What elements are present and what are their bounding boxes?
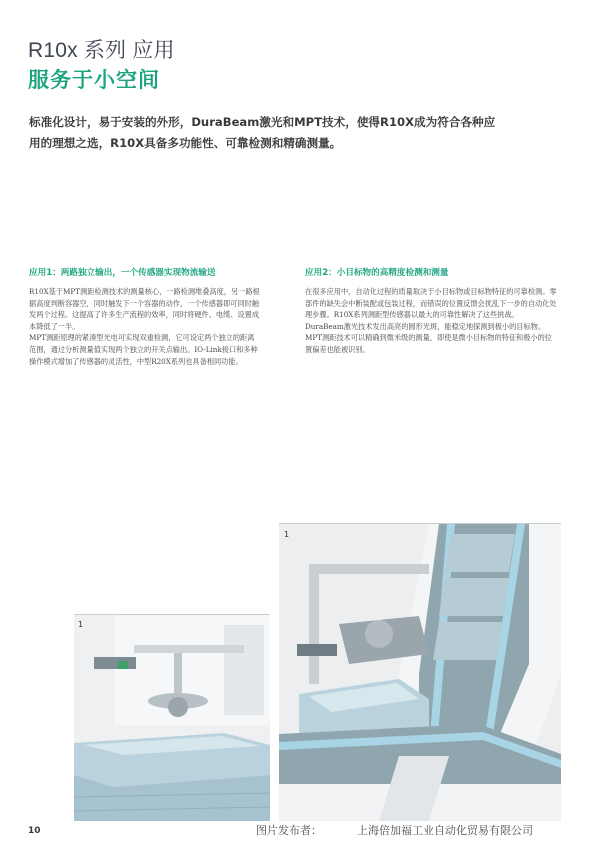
application2-body [305,286,557,356]
sensor-stacking-illustration [74,615,270,821]
page-number: 10 [28,826,41,836]
application1-body [29,286,261,367]
application1-image-label: 1 [78,620,84,629]
application2-image [279,523,561,821]
intro-line-1: 标准化设计，易于安装的外形，DuraBeam激光和MPT技术，使得R10X成为符合各种应 [29,115,496,129]
intro-line-2: 用的理想之选，R10X具备多功能性、可靠检测和精确测量。 [29,136,342,150]
application1-image [74,614,270,821]
image-credit-label: 图片发布者： [256,824,322,837]
application1-paragraph-2: MPT测距原理的紧凑型光电可实现双重检测，它可设定两个独立的距离范围，通过分析测量值实现两个独立的开关点输出。IO-Link接口和多种操作模式增加了传感器的灵活性，中型R20X系列也具备相同功能。 [29,333,258,366]
application2-paragraph-1: 在很多应用中，自动化过程的质量取决于小目标物或目标物特征的可靠检测。零部件的缺失会中断装配或包装过程，而错误的位置反馈会扰乱下一步的自动化处理步骤。R10X系列测距型传感器以最大的可靠性解决了这些挑战。DuraBeam激光技术发出高亮的圆形光斑，能稳定地探测到极小的目标物。MPT测距技术可以精确到微米级的测量，即使是微小目标物的特征和极小的位置偏差也能被识别。 [305,287,557,354]
conveyor-inspection-illustration [279,524,561,821]
application2-image-label: 1 [284,530,290,539]
application1-paragraph-1: R10X基于MPT测距检测技术的测量核心，一路检测堆叠高度，另一路根据高度判断容器空，同时触发下一个容器的动作，一个传感器即可同时触发两个过程。这提高了许多生产流程的效率，同时将硬件、电缆、设置成本降低了一半。 [29,287,260,331]
page-headline: 服务于小空间 [28,68,160,92]
series-title: R10x 系列 应用 [28,39,175,62]
image-credit-company: 上海倍加福工业自动化贸易有限公司 [357,824,533,837]
application2-title: 应用2：小目标物的高精度检测和测量 [305,268,449,278]
application1-title: 应用1：两路独立输出，一个传感器实现物流输送 [29,268,216,278]
intro-paragraph [29,112,509,154]
